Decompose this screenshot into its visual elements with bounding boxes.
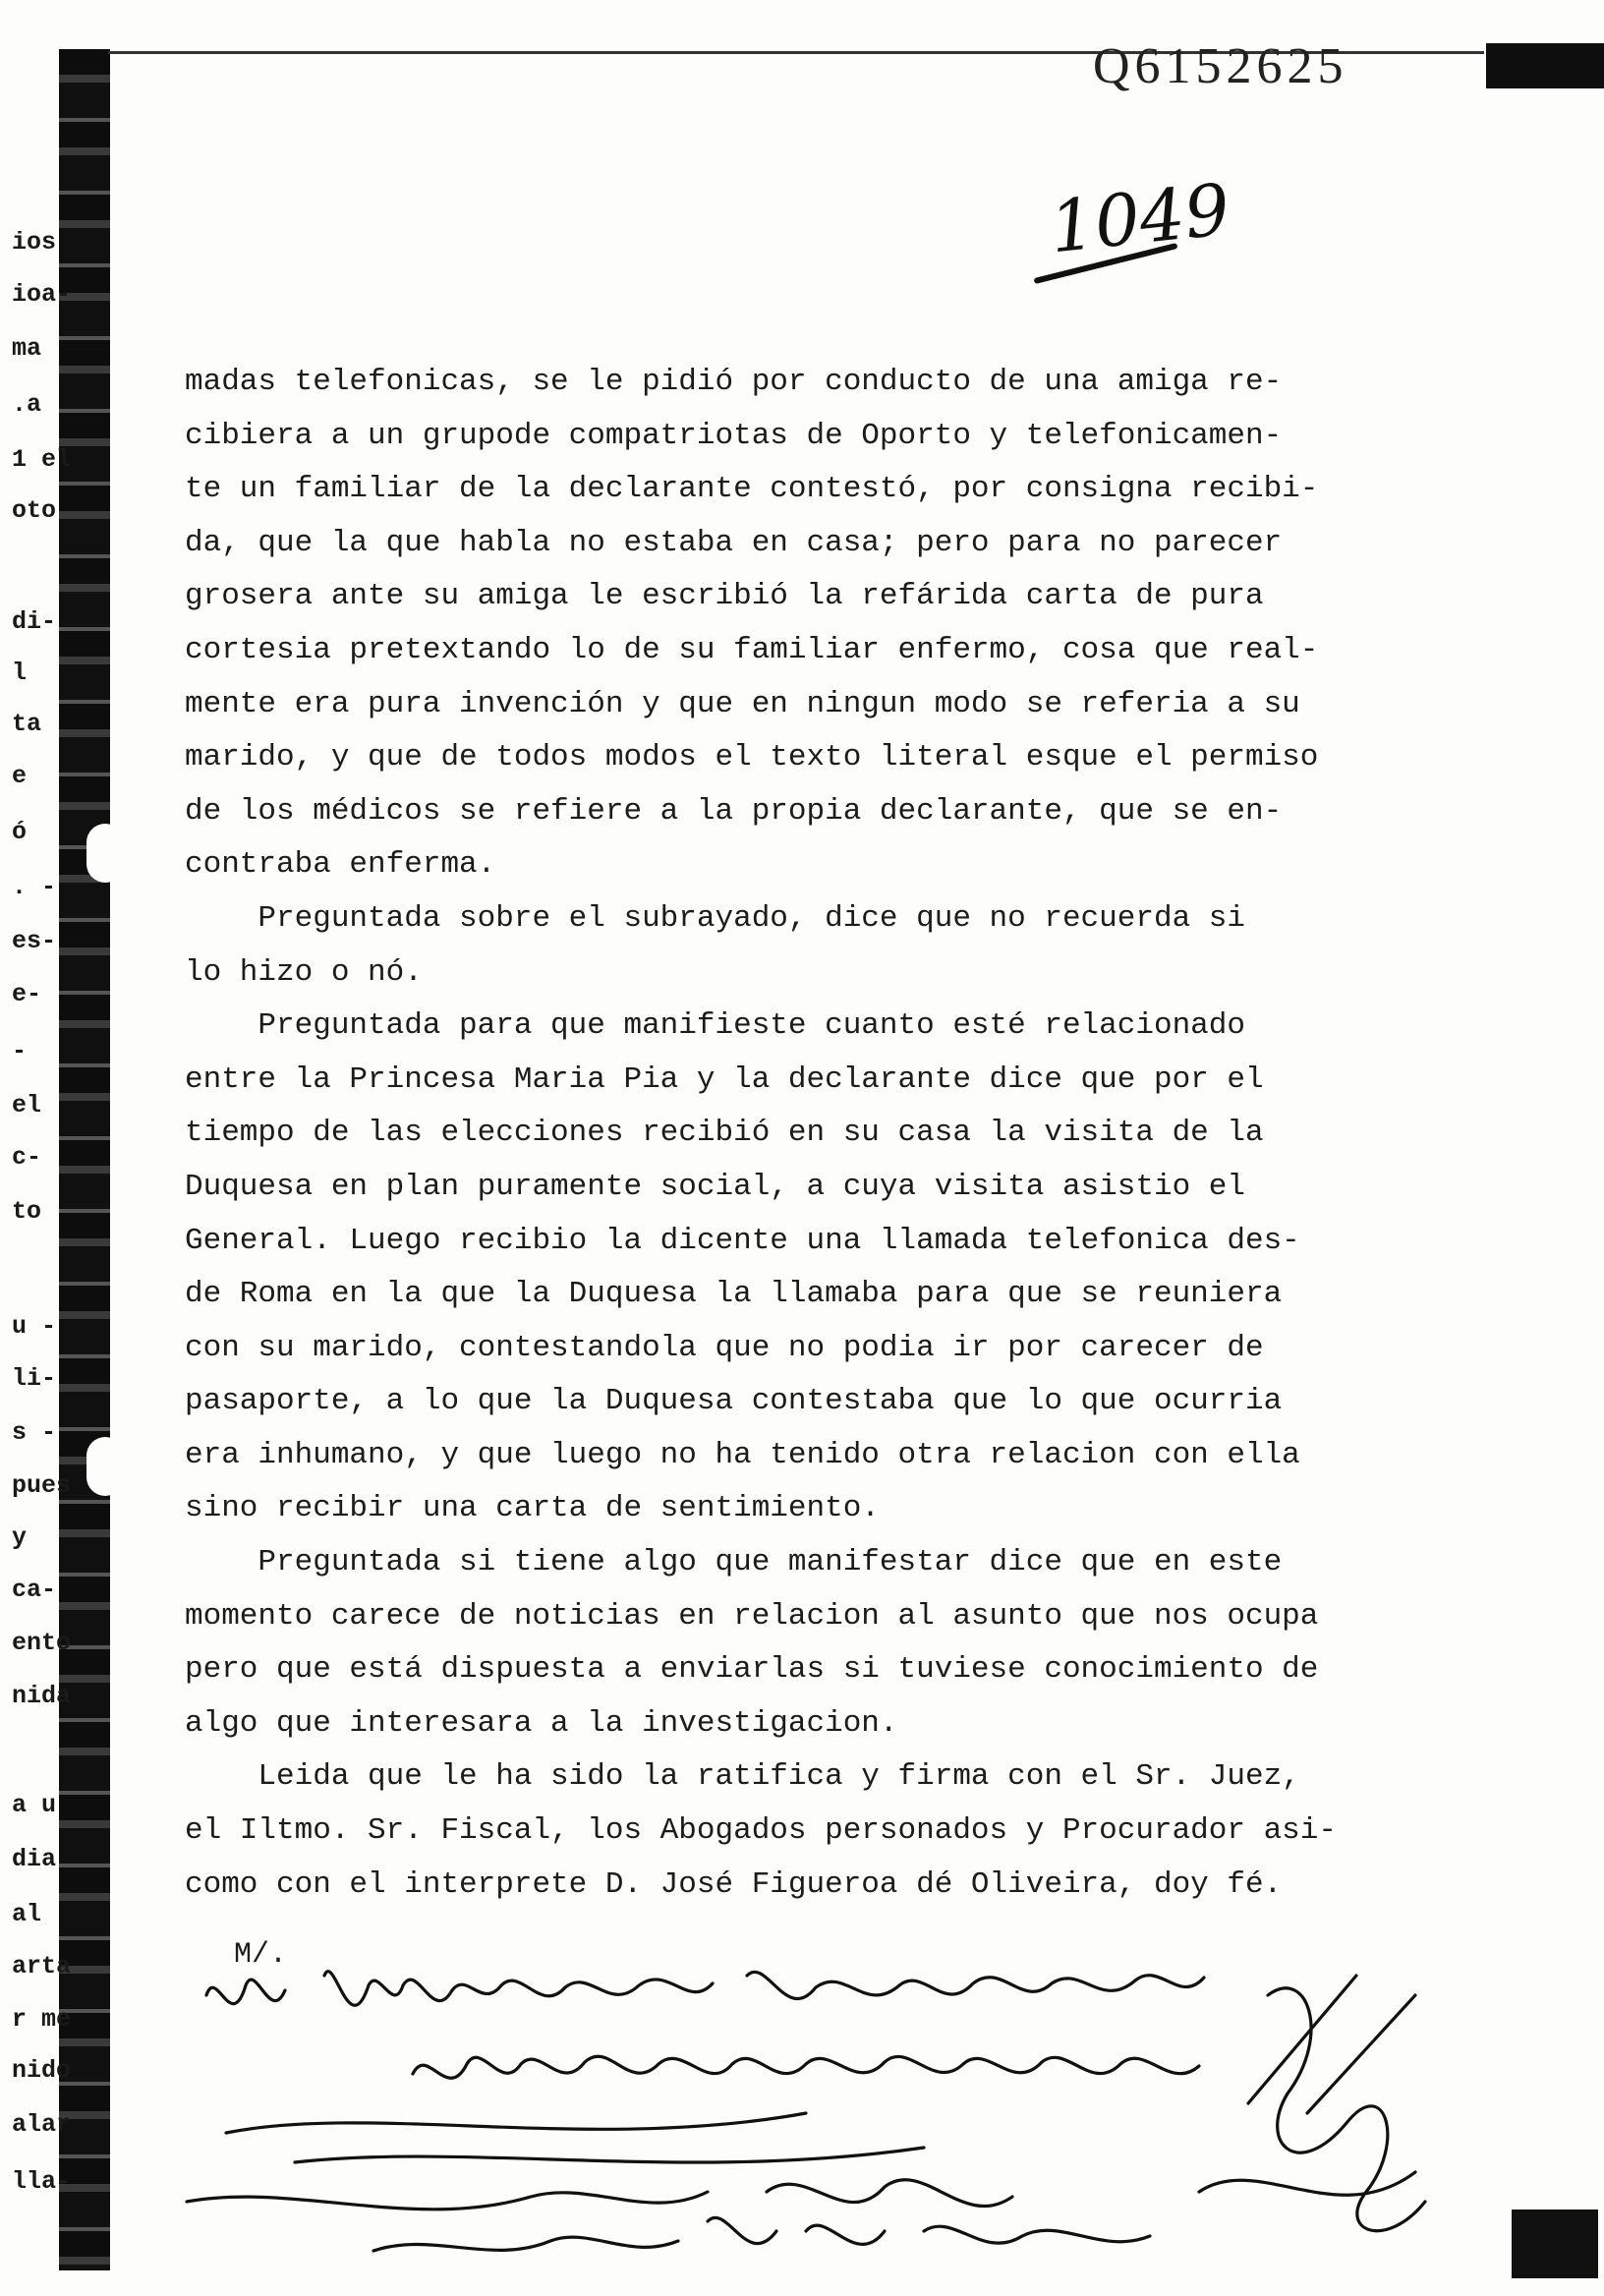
corner-mark-bottom [1512, 2210, 1598, 2278]
margin-fragment: li- [12, 1364, 57, 1393]
margin-fragment: pues [12, 1471, 72, 1500]
body-line: Leida que le ha sido la ratifica y firma con el Sr. Juez, [185, 1759, 1300, 1795]
margin-fragment: el [12, 1091, 42, 1119]
body-line: entre la Princesa Maria Pia y la declarante dice que por el [185, 1062, 1264, 1097]
margin-fragment: u - [12, 1312, 57, 1341]
signature-prefix: M/. [234, 1938, 288, 1972]
body-line: da, que la que habla no estaba en casa; pero para no parecer [185, 525, 1283, 560]
corner-mark-top [1486, 43, 1604, 88]
signature-area [177, 1956, 1464, 2280]
body-line: marido, y que de todos modos el texto literal esque el permiso [185, 740, 1319, 775]
signature-stroke-1 [206, 1972, 1204, 2006]
body-line: cibiera a un grupode compatriotas de Oporto y telefonicamen- [185, 418, 1283, 453]
margin-fragment: ioa- [12, 280, 72, 309]
body-line: sino recibir una carta de sentimiento. [185, 1491, 880, 1526]
margin-fragment: dia [12, 1845, 57, 1873]
body-line: madas telefonicas, se le pidió por conducto de una amiga re- [185, 365, 1283, 399]
body-line: te un familiar de la declarante contestó, por consigna recibi- [185, 472, 1319, 507]
folio-number: 1049 [1046, 167, 1234, 269]
body-line: General. Luego recibio la dicente una llamada telefonica des- [185, 1223, 1300, 1258]
body-line: Duquesa en plan puramente social, a cuya visita asistio el [185, 1169, 1245, 1204]
margin-fragment: nida [12, 1682, 72, 1710]
margin-fragment: al [12, 1900, 42, 1928]
document-number: Q6152625 [1093, 38, 1348, 94]
body-line: con su marido, contestandola que no podia ir por carecer de [185, 1330, 1264, 1365]
margin-fragment: ca- [12, 1576, 57, 1604]
body-line: de los médicos se refiere a la propia declarante, que se en- [185, 793, 1283, 829]
signature-stroke-4 [1199, 1976, 1425, 2231]
margin-fragment: l [12, 659, 28, 687]
margin-fragment: a u [12, 1791, 57, 1819]
signature-scribbles [177, 1956, 1464, 2280]
signature-stroke-3 [187, 2113, 1012, 2210]
margin-fragment: di- [12, 607, 57, 636]
body-line: de Roma en la que la Duquesa la llamaba para que se reuniera [185, 1277, 1283, 1312]
margin-fragment: e- [12, 980, 42, 1008]
margin-fragment: ento [12, 1629, 72, 1657]
body-line: Preguntada sobre el subrayado, dice que no recuerda si [185, 900, 1245, 936]
margin-fragment: 1 el [12, 445, 72, 474]
margin-fragment: arta [12, 1952, 72, 1980]
margin-fragment: e [12, 762, 28, 790]
signature-stroke-2 [413, 2056, 1199, 2078]
signature-stroke-5 [373, 2217, 1150, 2251]
body-line: momento carece de noticias en relacion al asunto que nos ocupa [185, 1598, 1319, 1634]
margin-fragment: nido [12, 2056, 72, 2085]
margin-fragment: to [12, 1197, 42, 1226]
margin-fragment: - [12, 1037, 28, 1065]
margin-fragment: lla- [12, 2167, 72, 2196]
margin-fragment: c- [12, 1143, 42, 1172]
body-line: pero que está dispuesta a enviarlas si tuviese conocimiento de [185, 1652, 1319, 1688]
body-line: tiempo de las elecciones recibió en su casa la visita de la [185, 1116, 1264, 1151]
margin-fragment: s - [12, 1418, 57, 1447]
body-line: lo hizo o nó. [185, 954, 423, 990]
body-line: Preguntada para que manifieste cuanto esté relacionado [185, 1008, 1245, 1044]
margin-fragment: oto [12, 496, 57, 525]
body-line: mente era pura invención y que en ningun modo se referia a su [185, 686, 1300, 721]
body-line: Preguntada si tiene algo que manifestar dice que en este [185, 1545, 1283, 1580]
margin-fragment: alar [12, 2110, 72, 2139]
body-line: grosera ante su amiga le escribió la refárida carta de pura [185, 579, 1264, 614]
margin-fragment: ios [12, 228, 57, 257]
margin-fragment: es- [12, 927, 57, 955]
body-line: algo que interesara a la investigacion. [185, 1705, 898, 1741]
margin-fragment: . - [12, 873, 57, 901]
body-line: como con el interprete D. José Figueroa dé Oliveira, doy fé. [185, 1866, 1283, 1902]
body-line: era inhumano, y que luego no ha tenido otra relacion con ella [185, 1437, 1300, 1472]
margin-fragment: .a [12, 390, 42, 419]
margin-fragment: ta [12, 710, 42, 738]
document-body [185, 356, 1404, 1912]
body-line: el Iltmo. Sr. Fiscal, los Abogados personados y Procurador asi- [185, 1813, 1337, 1849]
margin-fragment: ma [12, 334, 42, 363]
body-line: cortesia pretextando lo de su familiar enfermo, cosa que real- [185, 632, 1319, 667]
margin-fragment: y [12, 1523, 28, 1552]
margin-fragment: r me [12, 2005, 72, 2034]
body-line: contraba enferma. [185, 847, 496, 883]
body-line: pasaporte, a lo que la Duquesa contestaba que lo que ocurria [185, 1384, 1283, 1419]
margin-fragment: ó [12, 818, 28, 846]
